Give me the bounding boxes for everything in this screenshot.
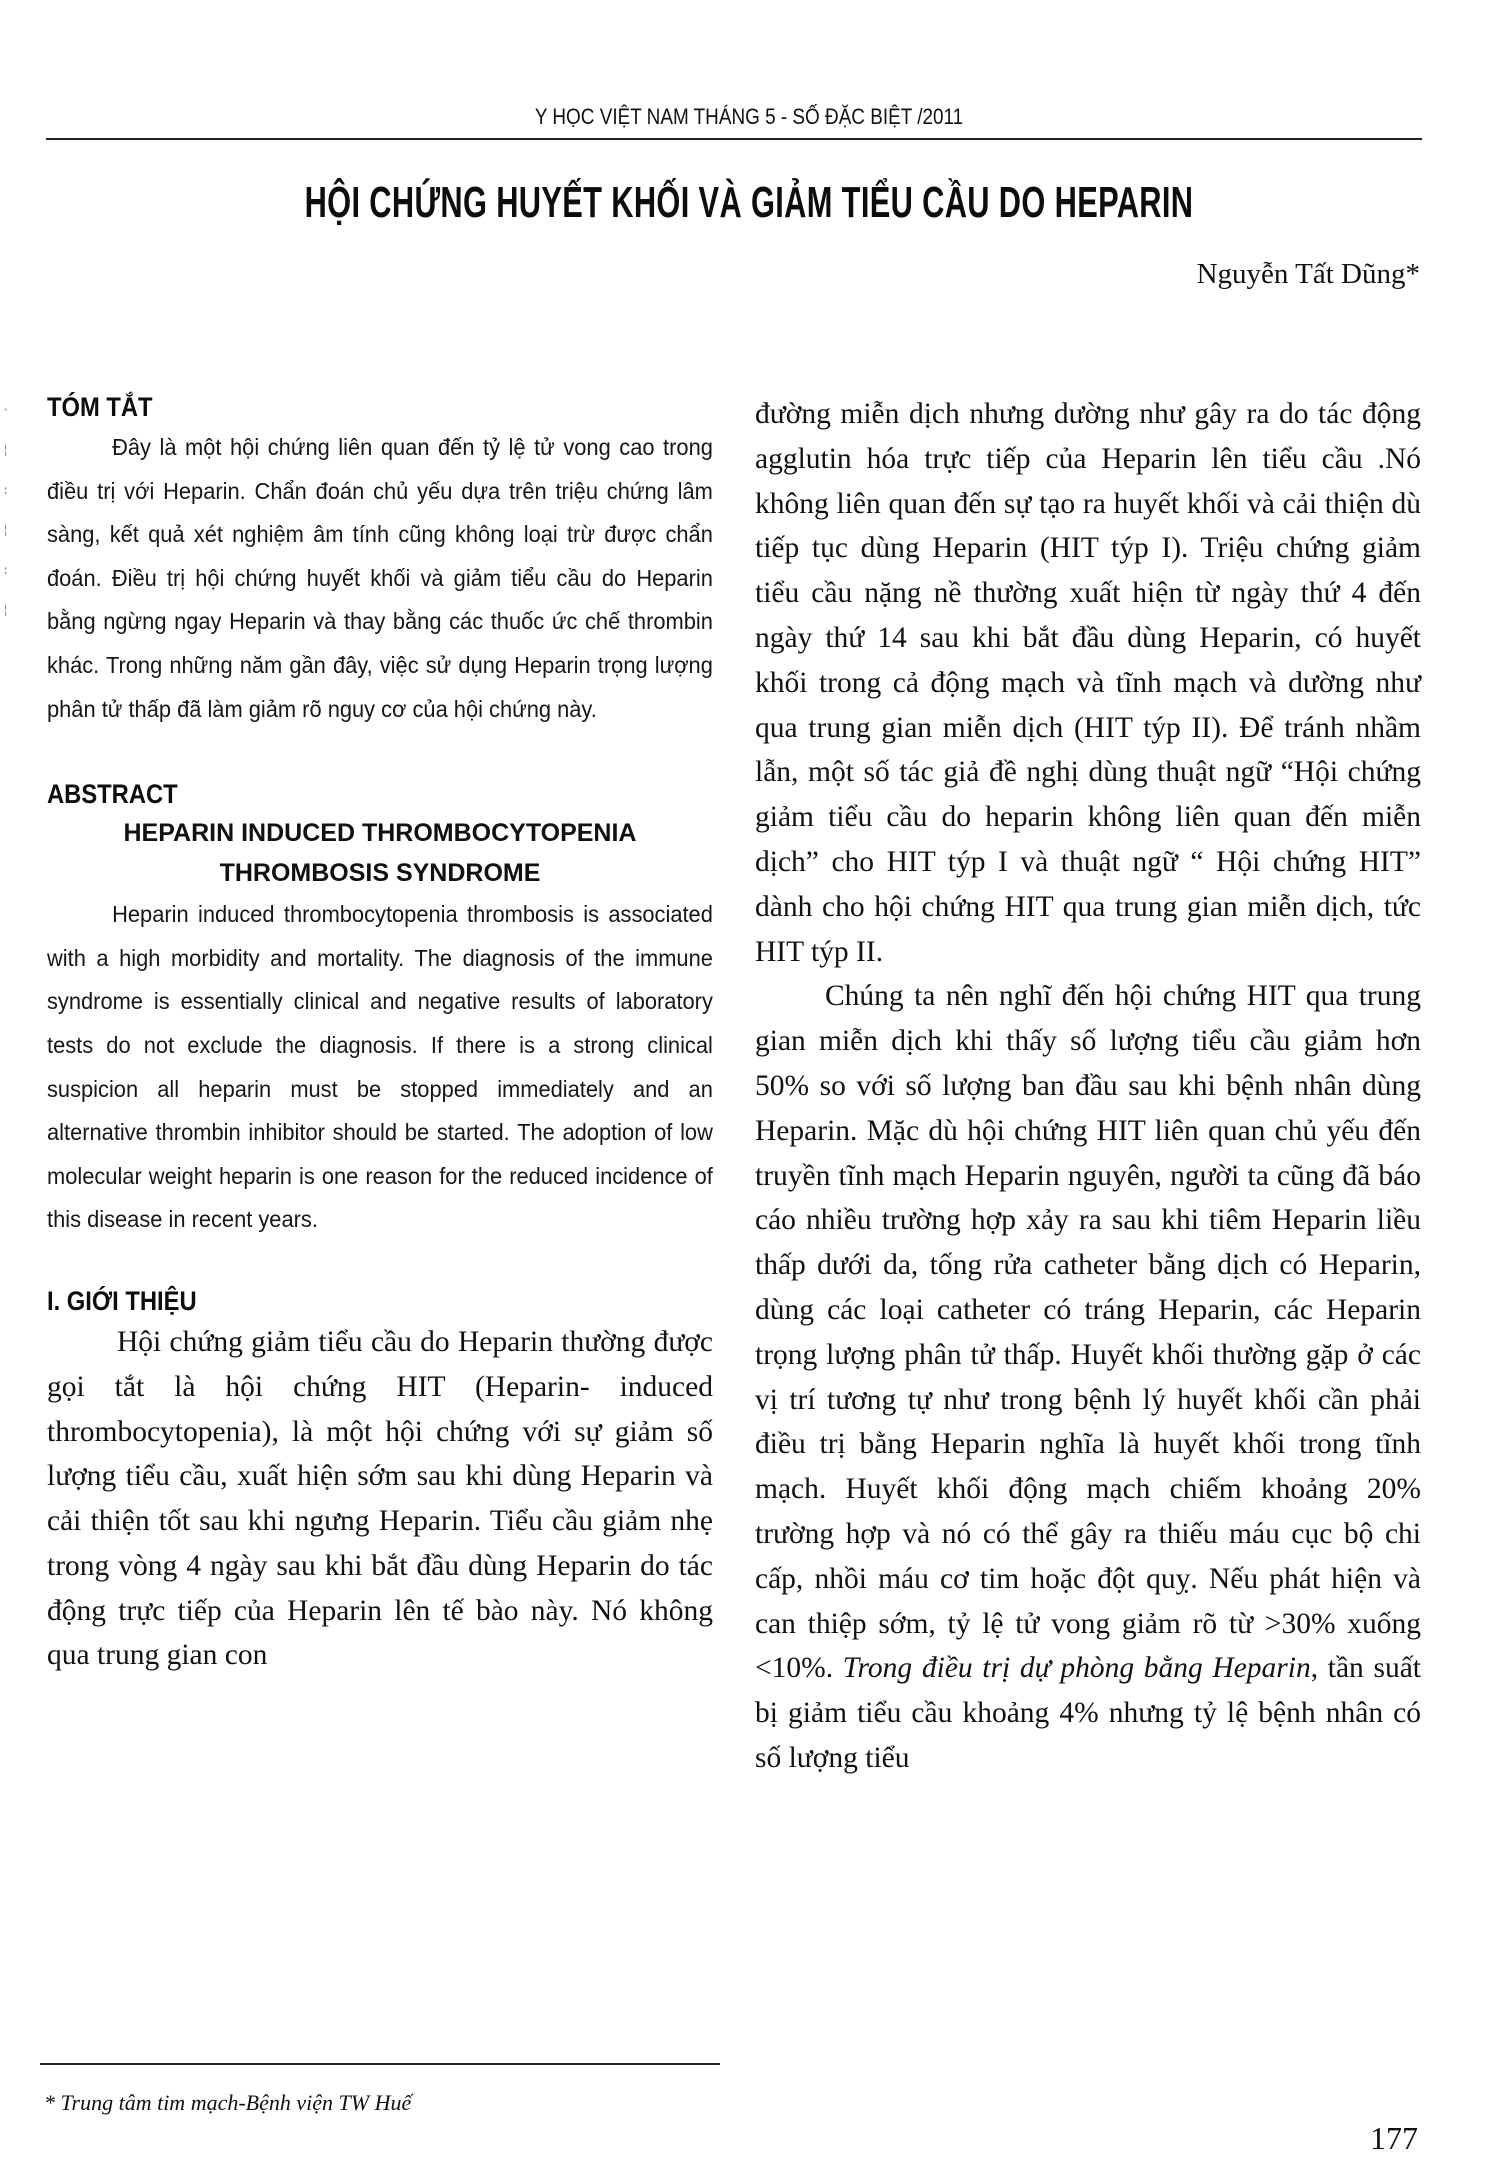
article-title: HỘI CHỨNG HUYẾT KHỐI VÀ GIẢM TIỂU CẦU DO HEPARIN: [304, 178, 1194, 227]
intro-paragraph-2-italic: Trong điều trị dự phòng bằng Heparin: [842, 1652, 1311, 1685]
intro-paragraph-1-start: Hội chứng giảm tiểu cầu do Heparin thường được gọi tắt là hội chứng HIT (Heparin- induced thrombocytopenia), là một hội chứng với sự giảm số lượng tiểu cầu, xuất hiện sớm sau khi dùng Heparin và cải thiện tốt sau khi ngưng Heparin. Tiểu cầu giảm nhẹ trong vòng 4 ngày sau khi bắt đầu dùng Heparin do tác động trực tiếp của Heparin lên tế bào này. Nó không qua trung gian con: [47, 1325, 713, 1672]
introduction-heading: I. GIỚI THIỆU: [47, 1285, 197, 1316]
page-number: 177: [1370, 2120, 1418, 2156]
intro-paragraph-1-continued: đường miễn dịch nhưng dường như gây ra do tác động agglutin hóa trực tiếp của Heparin lên tiểu cầu .Nó không liên quan đến sự tạo ra huyết khối và cải thiện dù tiếp tục dùng Heparin (HIT týp I). Triệu chứng giảm tiểu cầu nặng nề thường xuất hiện từ ngày thứ 4 đến ngày thứ 14 sau khi bắt đầu dùng Heparin, có huyết khối trong cả động mạch và tĩnh mạch và dường như qua trung gian miễn dịch (HIT týp II). Để tránh nhầm lẫn, một số tác giả đề nghị dùng thuật ngữ “Hội chứng giảm tiểu cầu do heparin không liên quan đến miễn dịch” cho HIT týp I và thuật ngữ “ Hội chứng HIT” dành cho hội chứng HIT qua trung gian miễn dịch, tức HIT týp II.: [755, 398, 1421, 968]
header-rule: [46, 138, 1422, 140]
left-column: [47, 388, 713, 1678]
abstract-paragraph: Heparin induced thrombocytopenia thrombosis is associated with a high morbidity and mortality. The diagnosis of the immune syndrome is essentially clinical and negative results of laboratory tests do not exclude the diagnosis. If there is a strong clinical suspicion all heparin must be stopped immediately and an alternative thrombin inhibitor should be started. The adoption of low molecular weight heparin is one reason for the reduced incidence of this disease in recent years.: [47, 901, 713, 1233]
author-name: Nguyễn Tất Dũng*: [1196, 258, 1420, 290]
abstract-title-line-1: HEPARIN INDUCED THROMBOCYTOPENIA: [123, 819, 637, 848]
footnote-rule: [40, 2063, 720, 2065]
abstract-title-line-2: THROMBOSIS SYNDROME: [219, 859, 541, 888]
scan-artifacts: · ¦ : ¦ : ¦: [2, 403, 10, 617]
abstract-heading: ABSTRACT: [47, 779, 178, 810]
summary-paragraph: Đây là một hội chứng liên quan đến tỷ lệ tử vong cao trong điều trị với Heparin. Chẩn đoán chủ yếu dựa trên triệu chứng lâm sàng, kết quả xét nghiệm âm tính cũng không loại trừ được chẩn đoán. Điều trị hội chứng huyết khối và giảm tiểu cầu do Heparin bằng ngừng ngay Heparin và thay bằng các thuốc ức chế thrombin khác. Trong những năm gần đây, việc sử dụng Heparin trọng lượng phân tử thấp đã làm giảm rõ nguy cơ của hội chứng này.: [47, 434, 713, 722]
intro-paragraph-2-main: Chúng ta nên nghĩ đến hội chứng HIT qua trung gian miễn dịch khi thấy số lượng tiểu cầu giảm hơn 50% so với số lượng ban đầu sau khi bệnh nhân dùng Heparin. Mặc dù hội chứng HIT liên quan chủ yếu đến truyền tĩnh mạch Heparin nguyên, người ta cũng đã báo cáo nhiều trường hợp xảy ra sau khi tiêm Heparin liều thấp dưới da, tống rửa catheter bằng dịch có Heparin, dùng các loại catheter có tráng Heparin, các Heparin trọng lượng phân tử thấp. Huyết khối thường gặp ở các vị trí tương tự như trong bệnh lý huyết khối cần phải điều trị bằng Heparin nghĩa là huyết khối trong tĩnh mạch. Huyết khối động mạch chiếm khoảng 20% trường hợp và nó có thể gây ra thiếu máu cục bộ chi cấp, nhồi máu cơ tim hoặc đột quỵ. Nếu phát hiện và can thiệp sớm, tỷ lệ tử vong giảm rõ từ >30% xuống <10%.: [755, 980, 1421, 1685]
spacer: [47, 731, 713, 775]
intro-paragraph-2-tail: , tần suất bị giảm tiểu cầu khoảng 4% nhưng tỷ lệ bệnh nhân có số lượng tiểu: [755, 1652, 1421, 1774]
running-head: Y HỌC VIỆT NAM THÁNG 5 - SỐ ĐẶC BIỆT /2011: [534, 104, 964, 129]
summary-heading: TÓM TẮT: [47, 392, 153, 422]
right-column: [755, 392, 1421, 1781]
intro-paragraph-2: [755, 974, 1421, 1780]
spacer: [47, 1242, 713, 1282]
author-affiliation-footnote: * Trung tâm tim mạch-Bệnh viện TW Huế: [44, 2090, 412, 2115]
